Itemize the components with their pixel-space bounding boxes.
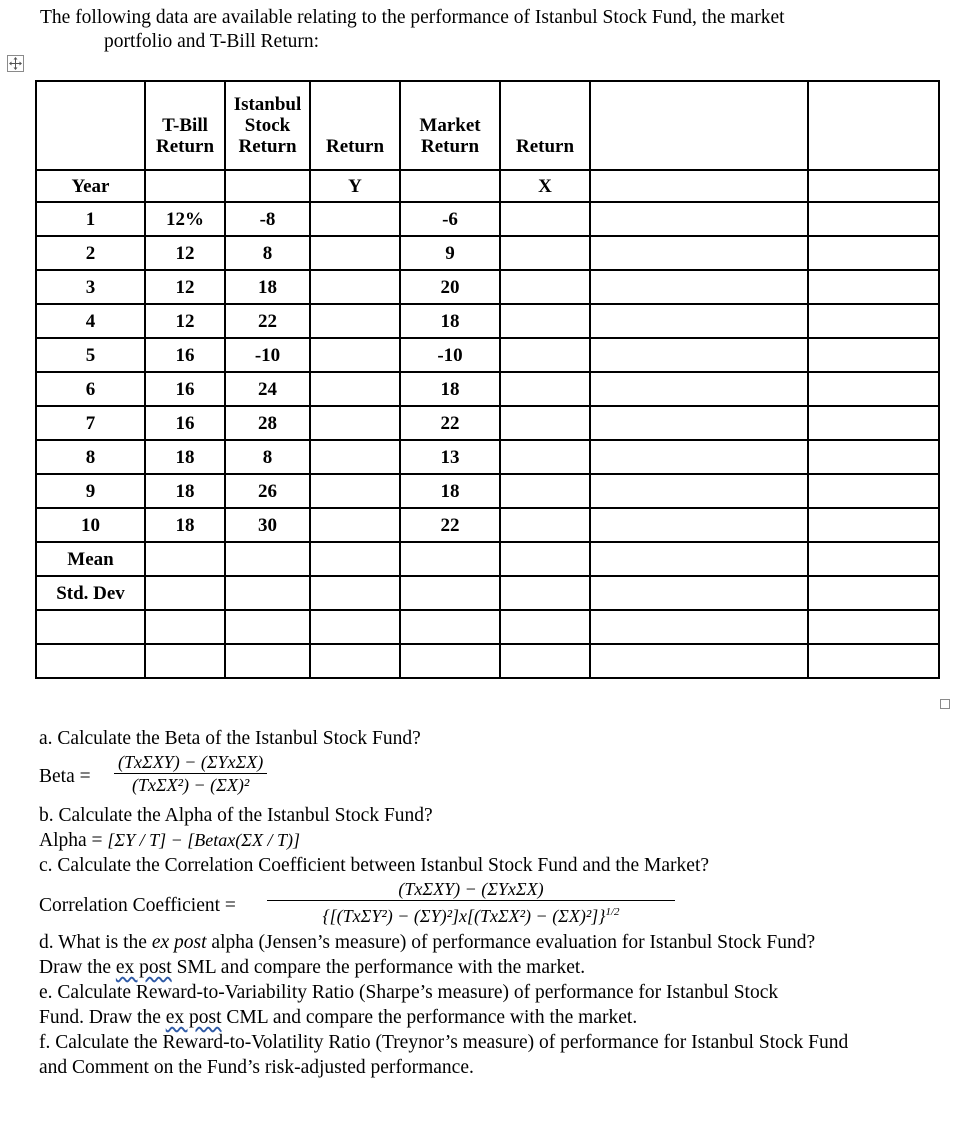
beta-denominator: (TxΣX²) − (ΣX)² <box>131 775 250 795</box>
performance-table <box>35 80 940 679</box>
empty-cell <box>808 440 939 474</box>
empty-cell <box>500 576 590 610</box>
year-cell: 7 <box>36 406 145 440</box>
empty-cell <box>808 406 939 440</box>
market-cell: 18 <box>400 474 500 508</box>
beta-label: Beta = <box>39 766 91 787</box>
table-row <box>36 270 939 304</box>
empty-cell <box>500 610 590 644</box>
empty-cell <box>808 474 939 508</box>
empty-cell <box>808 270 939 304</box>
subheader-cell <box>145 170 225 202</box>
empty-cell <box>808 542 939 576</box>
ex-post-term: ex post <box>151 932 207 953</box>
blank-row <box>36 610 939 644</box>
table-row <box>36 440 939 474</box>
correlation-fraction <box>267 878 675 927</box>
return-x-cell <box>500 474 590 508</box>
tbill-cell: 16 <box>145 338 225 372</box>
question-d-draw: Draw the ex post SML and compare the performance with the market. <box>39 957 586 978</box>
subheader-cell <box>808 170 939 202</box>
subheader-y: Y <box>310 170 400 202</box>
correlation-exponent: 1/2 <box>605 906 620 918</box>
tbill-cell: 18 <box>145 508 225 542</box>
return-y-cell <box>310 270 400 304</box>
return-x-cell <box>500 338 590 372</box>
table-row <box>36 304 939 338</box>
empty-cell <box>225 610 310 644</box>
tbill-cell: 16 <box>145 406 225 440</box>
istanbul-cell: 8 <box>225 236 310 270</box>
subheader-cell <box>225 170 310 202</box>
table-row <box>36 406 939 440</box>
empty-cell <box>145 542 225 576</box>
correlation-label: Correlation Coefficient = <box>39 895 236 916</box>
return-x-cell <box>500 508 590 542</box>
empty-cell <box>590 474 808 508</box>
question-b: b. Calculate the Alpha of the Istanbul Stock Fund? <box>39 805 433 826</box>
alpha-label: Alpha = <box>39 830 103 851</box>
market-cell: 22 <box>400 406 500 440</box>
year-cell: 9 <box>36 474 145 508</box>
year-cell: 3 <box>36 270 145 304</box>
alpha-expression: [ΣY / T] − [Betax(ΣX / T)] <box>107 830 300 850</box>
return-y-cell <box>310 338 400 372</box>
empty-cell <box>145 610 225 644</box>
header-year: Year <box>36 170 145 202</box>
table-row <box>36 338 939 372</box>
subheader-cell <box>400 170 500 202</box>
question-a: a. Calculate the Beta of the Istanbul Stock Fund? <box>39 728 421 749</box>
header-return-y: Return <box>310 81 400 170</box>
empty-cell <box>310 644 400 678</box>
header-cell <box>590 81 808 170</box>
correlation-numerator: (TxΣXY) − (ΣYxΣX) <box>267 878 675 901</box>
empty-cell <box>400 576 500 610</box>
tbill-cell: 18 <box>145 474 225 508</box>
empty-cell <box>145 644 225 678</box>
market-cell: -6 <box>400 202 500 236</box>
question-d: d. What is the ex post alpha (Jensen’s measure) of performance evaluation for Istanbul Stock Fund? <box>39 932 816 953</box>
istanbul-cell: 24 <box>225 372 310 406</box>
empty-cell <box>500 644 590 678</box>
empty-cell <box>808 372 939 406</box>
question-e: e. Calculate Reward-to-Variability Ratio (Sharpe’s measure) of performance for Istanbul Stock Fund. Draw the ex post CML and compare the performance with the market. <box>39 982 779 1028</box>
return-x-cell <box>500 440 590 474</box>
header-cell <box>808 81 939 170</box>
empty-cell <box>590 406 808 440</box>
tbill-cell: 16 <box>145 372 225 406</box>
empty-cell <box>400 542 500 576</box>
empty-cell <box>590 542 808 576</box>
return-x-cell <box>500 406 590 440</box>
subheader-cell <box>590 170 808 202</box>
question-c: c. Calculate the Correlation Coefficient between Istanbul Stock Fund and the Market? <box>39 855 710 876</box>
correlation-formula <box>39 878 859 930</box>
alpha-formula <box>39 828 859 853</box>
istanbul-cell: 8 <box>225 440 310 474</box>
table-subheader-row <box>36 170 939 202</box>
return-x-cell <box>500 270 590 304</box>
empty-cell <box>808 236 939 270</box>
empty-cell <box>808 644 939 678</box>
empty-cell <box>590 270 808 304</box>
empty-cell <box>590 372 808 406</box>
subheader-x: X <box>500 170 590 202</box>
return-y-cell <box>310 236 400 270</box>
empty-cell <box>500 542 590 576</box>
empty-cell <box>145 576 225 610</box>
return-y-cell <box>310 474 400 508</box>
intro-text <box>40 6 940 54</box>
empty-cell <box>590 508 808 542</box>
table-row <box>36 508 939 542</box>
year-cell: 1 <box>36 202 145 236</box>
empty-cell <box>225 576 310 610</box>
year-cell: 8 <box>36 440 145 474</box>
market-cell: 20 <box>400 270 500 304</box>
summary-row <box>36 576 939 610</box>
return-x-cell <box>500 202 590 236</box>
header-cell <box>36 81 145 170</box>
istanbul-cell: 18 <box>225 270 310 304</box>
empty-cell <box>400 610 500 644</box>
spellcheck-ex-post[interactable]: ex post <box>115 957 172 978</box>
istanbul-cell: 26 <box>225 474 310 508</box>
intro-line-1: The following data are available relating to the performance of Istanbul Stock Fund, the market <box>40 7 785 28</box>
table-row <box>36 474 939 508</box>
return-y-cell <box>310 304 400 338</box>
beta-formula <box>39 751 859 803</box>
empty-cell <box>808 202 939 236</box>
empty-cell <box>225 542 310 576</box>
empty-cell <box>590 644 808 678</box>
question-f: f. Calculate the Reward-to-Volatility Ratio (Treynor’s measure) of performance for Istanbul Stock Fund and Comment on the Fund’s risk-adjusted performance. <box>39 1032 849 1078</box>
return-y-cell <box>310 406 400 440</box>
market-cell: 22 <box>400 508 500 542</box>
empty-cell <box>310 610 400 644</box>
empty-cell <box>400 644 500 678</box>
table-resize-handle[interactable] <box>940 699 950 709</box>
empty-cell <box>310 542 400 576</box>
empty-cell <box>590 338 808 372</box>
empty-cell <box>590 236 808 270</box>
year-cell: 4 <box>36 304 145 338</box>
market-cell: 18 <box>400 304 500 338</box>
return-x-cell <box>500 372 590 406</box>
table-header-row <box>36 81 939 170</box>
return-y-cell <box>310 508 400 542</box>
empty-cell <box>36 610 145 644</box>
return-y-cell <box>310 202 400 236</box>
empty-cell <box>808 576 939 610</box>
header-return-x: Return <box>500 81 590 170</box>
empty-cell <box>36 644 145 678</box>
year-cell: 10 <box>36 508 145 542</box>
empty-cell <box>590 576 808 610</box>
empty-cell <box>310 576 400 610</box>
market-cell: 9 <box>400 236 500 270</box>
istanbul-cell: 30 <box>225 508 310 542</box>
table-row <box>36 372 939 406</box>
market-cell: 18 <box>400 372 500 406</box>
empty-cell <box>590 304 808 338</box>
year-cell: 6 <box>36 372 145 406</box>
header-istanbul-stock-return: Istanbul Stock Return <box>225 81 310 170</box>
intro-line-2: portfolio and T-Bill Return: <box>104 31 320 52</box>
market-cell: -10 <box>400 338 500 372</box>
empty-cell <box>590 440 808 474</box>
summary-label: Std. Dev <box>36 576 145 610</box>
istanbul-cell: 22 <box>225 304 310 338</box>
istanbul-cell: -8 <box>225 202 310 236</box>
return-y-cell <box>310 440 400 474</box>
empty-cell <box>808 508 939 542</box>
empty-cell <box>590 202 808 236</box>
empty-cell <box>808 610 939 644</box>
market-cell: 13 <box>400 440 500 474</box>
empty-cell <box>590 610 808 644</box>
empty-cell <box>808 304 939 338</box>
tbill-cell: 12 <box>145 270 225 304</box>
table-row <box>36 236 939 270</box>
header-market-return: Market Return <box>400 81 500 170</box>
istanbul-cell: 28 <box>225 406 310 440</box>
questions-section <box>39 726 859 1080</box>
correlation-denominator: $\{[(Tx\Sigma Y^2) - (\Sigma Y)^2]x[(Tx\Sigma X^2) - (\Sigma X)^2]\}^{1/2}$ <box>322 906 620 926</box>
year-cell: 2 <box>36 236 145 270</box>
return-x-cell <box>500 236 590 270</box>
summary-row <box>36 542 939 576</box>
table-row <box>36 202 939 236</box>
beta-fraction <box>114 751 267 796</box>
blank-row <box>36 644 939 678</box>
empty-cell <box>808 338 939 372</box>
table-move-handle-icon[interactable] <box>7 55 24 72</box>
tbill-cell: 12% <box>145 202 225 236</box>
empty-cell <box>225 644 310 678</box>
spellcheck-ex-post[interactable]: ex post <box>165 1007 222 1028</box>
istanbul-cell: -10 <box>225 338 310 372</box>
year-cell: 5 <box>36 338 145 372</box>
header-tbill-return: T-Bill Return <box>145 81 225 170</box>
summary-label: Mean <box>36 542 145 576</box>
tbill-cell: 12 <box>145 304 225 338</box>
tbill-cell: 18 <box>145 440 225 474</box>
beta-numerator: (TxΣXY) − (ΣYxΣX) <box>114 751 267 774</box>
tbill-cell: 12 <box>145 236 225 270</box>
return-y-cell <box>310 372 400 406</box>
return-x-cell <box>500 304 590 338</box>
